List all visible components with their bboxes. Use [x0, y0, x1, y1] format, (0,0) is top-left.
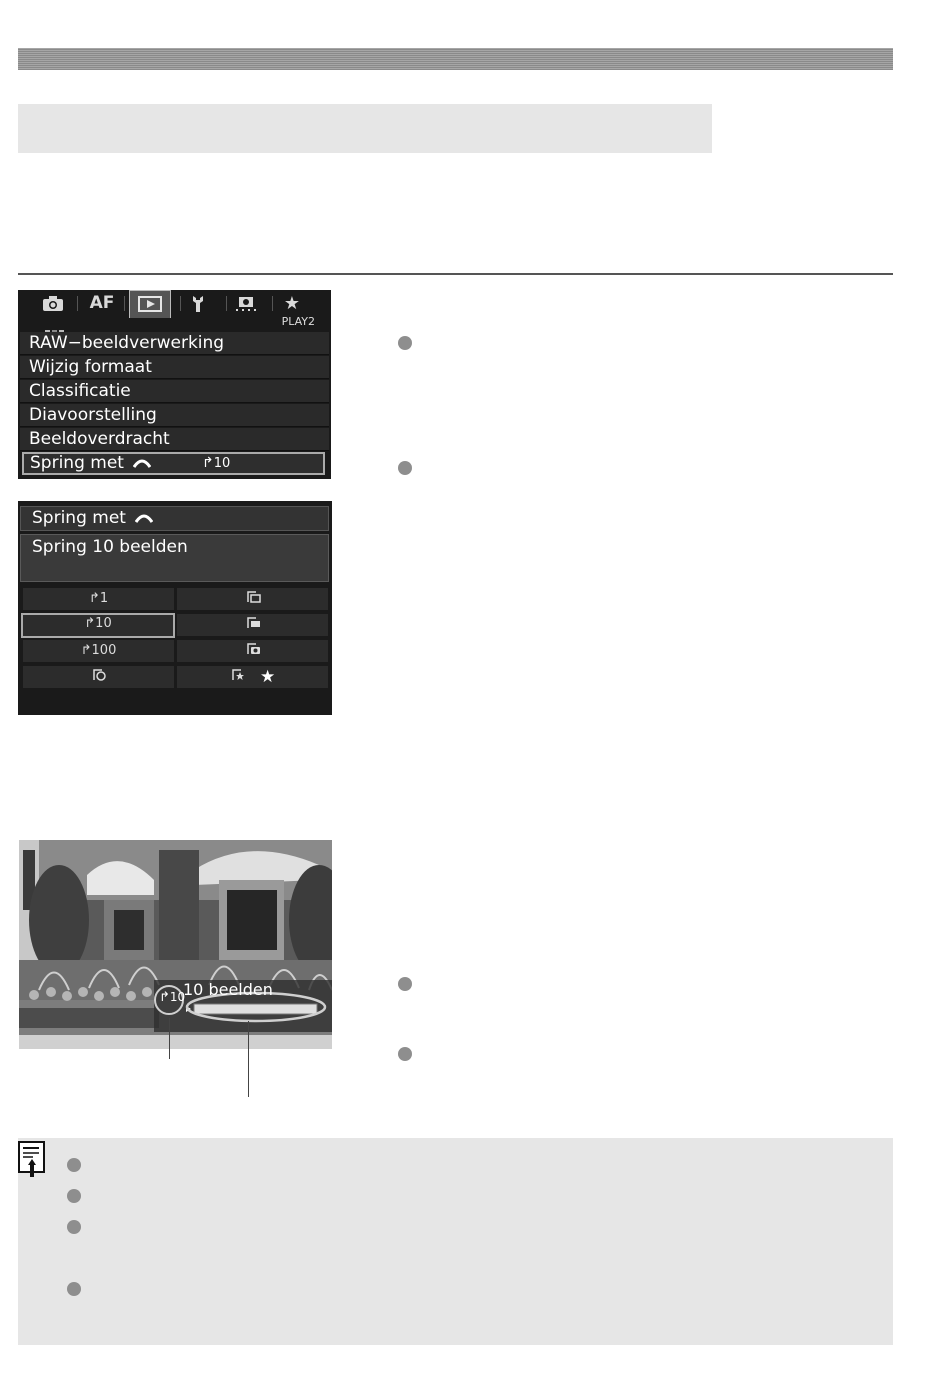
jump-option-still[interactable]: [177, 640, 328, 662]
header-bar: [18, 48, 893, 70]
menu-item-label: RAW−beeldverwerking: [29, 333, 225, 353]
jump-option-rating[interactable]: [177, 666, 328, 688]
menu-item-rating[interactable]: [20, 380, 329, 403]
menu-item-transfer[interactable]: [20, 428, 329, 451]
jump-description: Spring 10 beelden: [20, 534, 329, 582]
date-jump-icon: [91, 666, 107, 682]
jump-title: Spring met: [20, 506, 329, 531]
jump-option-100[interactable]: ↱100: [23, 640, 174, 662]
menu-item-label: Wijzig formaat: [29, 357, 152, 377]
playback-photo: [19, 840, 332, 1049]
wrench-tab-icon[interactable]: [186, 292, 210, 315]
menu-item-jump[interactable]: [22, 452, 325, 475]
jump-option-movie[interactable]: [177, 614, 328, 636]
custom-tab-icon[interactable]: [232, 292, 260, 315]
movie-jump-icon: [245, 614, 261, 630]
rating-jump-icon: [230, 666, 246, 682]
dial-icon: [135, 513, 153, 523]
note-box: [18, 1138, 893, 1345]
jump-option-10[interactable]: ↱10: [21, 613, 175, 638]
star-icon: ★: [259, 667, 276, 687]
jump-screen: [18, 501, 332, 715]
bullet: [67, 1158, 81, 1172]
memo-icon: [18, 1141, 46, 1175]
menu-screen: [18, 290, 331, 479]
jump-option-date[interactable]: [23, 666, 174, 688]
tab-af[interactable]: AF: [89, 293, 115, 313]
menu-tabs: [18, 290, 331, 316]
section-rule: [18, 273, 893, 275]
bullet: [398, 336, 412, 350]
menu-item-label: Spring met: [30, 453, 124, 473]
menu-item-label: Beeldoverdracht: [29, 429, 170, 449]
bullet: [398, 1047, 412, 1061]
callout-line: [169, 1018, 170, 1059]
bullet: [67, 1189, 81, 1203]
star-tab-icon[interactable]: ★: [283, 293, 301, 314]
bullet: [67, 1282, 81, 1296]
callout-line: [248, 1021, 249, 1097]
menu-item-slideshow[interactable]: [20, 404, 329, 427]
menu-item-label: Classificatie: [29, 381, 131, 401]
bullet: [398, 977, 412, 991]
menu-item-label: Diavoorstelling: [29, 405, 157, 425]
camera-tab-icon[interactable]: [38, 292, 68, 315]
page-label: PLAY2: [281, 315, 315, 328]
menu-item-raw[interactable]: [20, 332, 329, 355]
playback-tab-icon[interactable]: [129, 290, 171, 318]
folder-jump-icon: [245, 588, 261, 604]
jump-value: ↱10: [202, 455, 231, 471]
bullet: [398, 461, 412, 475]
jump-badge: ↱10: [159, 990, 186, 1005]
jump-option-folder[interactable]: [177, 588, 328, 610]
dial-icon: [133, 458, 151, 468]
still-jump-icon: [245, 640, 261, 656]
bullet: [67, 1220, 81, 1234]
jump-text: 10 beelden: [183, 980, 273, 999]
title-box: [18, 104, 712, 153]
jump-option-1[interactable]: ↱1: [23, 588, 174, 610]
menu-item-resize[interactable]: [20, 356, 329, 379]
